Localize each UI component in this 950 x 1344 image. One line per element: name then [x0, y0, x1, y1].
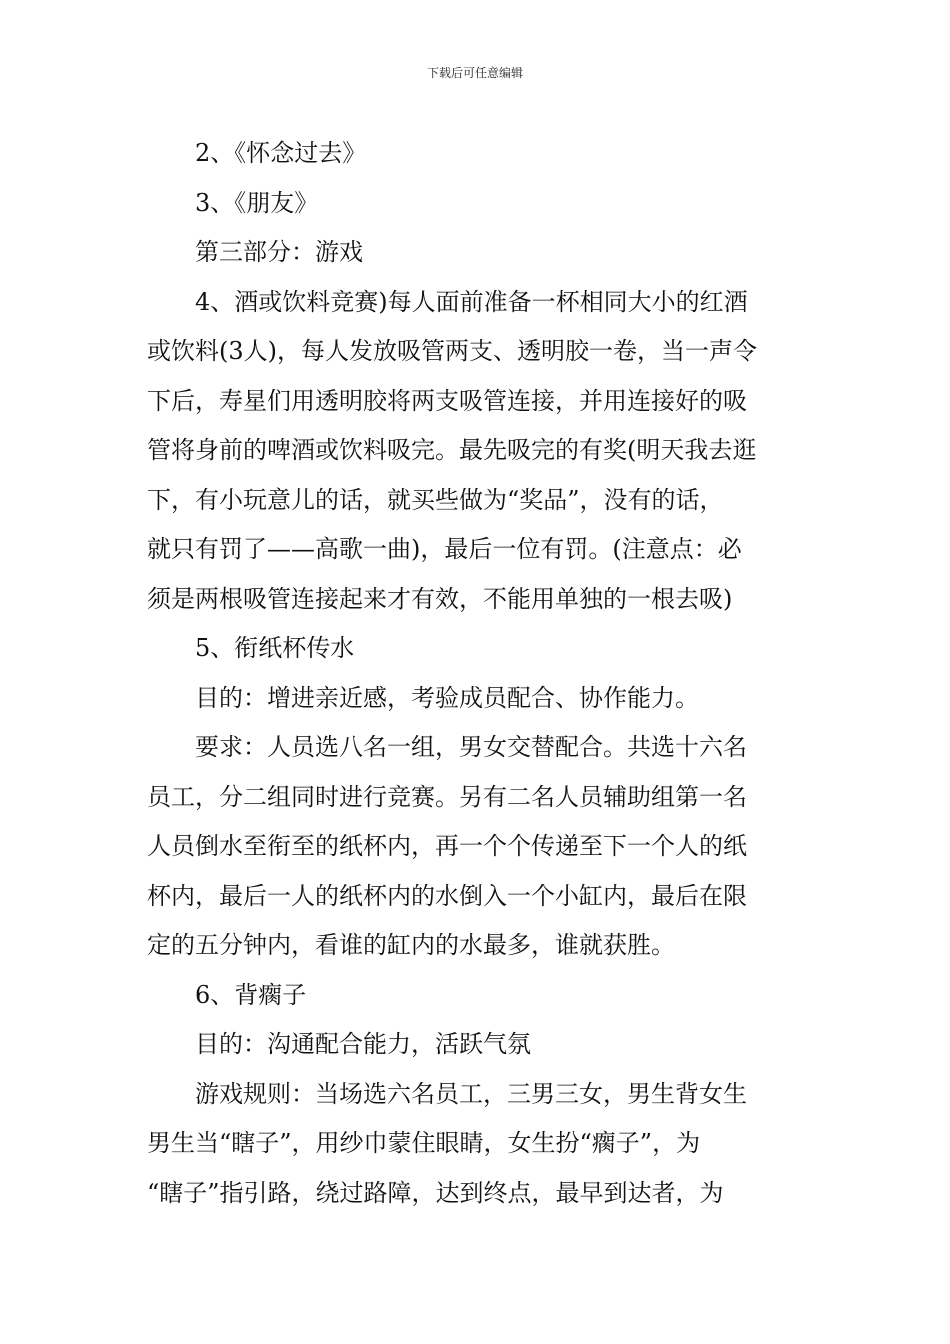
paragraph-line: 下后，寿星们用透明胶将两支吸管连接，并用连接好的吸	[147, 386, 747, 415]
paragraph-line: 就只有罚了——高歌一曲)，最后一位有罚。(注意点：必	[147, 535, 742, 563]
paragraph-line: 男生当“瞎子”，用纱巾蒙住眼睛，女生扮“瘸子”，为	[147, 1129, 701, 1157]
paragraph-line: 或饮料(3人)，每人发放吸管两支、透明胶一卷，当一声令	[147, 337, 757, 365]
paragraph-line: 定的五分钟内，看谁的缸内的水最多，谁就获胜。	[147, 931, 675, 959]
paragraph-line: 人员倒水至衔至的纸杯内，再一个个传递至下一个人的纸	[147, 832, 747, 860]
paragraph-line: 4、酒或饮料竞赛)每人面前准备一杯相同大小的红酒	[195, 287, 748, 316]
paragraph-line: 游戏规则：当场选六名员工，三男三女，男生背女生	[195, 1079, 747, 1108]
list-item-song-2: 2、《怀念过去》	[195, 139, 367, 167]
list-item-song-3: 3、《朋友》	[195, 188, 319, 217]
paragraph-line: 管将身前的啤酒或饮料吸完。最先吸完的有奖(明天我去逛	[147, 436, 757, 464]
paragraph-line: 目的：沟通配合能力，活跃气氛	[195, 1030, 531, 1058]
paragraph-line: 杯内，最后一人的纸杯内的水倒入一个小缸内，最后在限	[147, 881, 747, 910]
page-header: 下载后可任意编辑	[426, 66, 523, 80]
game-heading-piggyback: 6、背瘸子	[195, 980, 307, 1009]
document-body	[147, 129, 807, 1218]
section-heading-games: 第三部分：游戏	[195, 238, 363, 266]
paragraph-line: 员工，分二组同时进行竞赛。另有二名人员辅助组第一名	[147, 782, 747, 811]
paragraph-line: 下，有小玩意儿的话，就买些做为“奖品”，没有的话，	[147, 485, 724, 514]
paragraph-line: 要求：人员选八名一组，男女交替配合。共选十六名	[195, 733, 747, 761]
paragraph-line: “瞎子”指引路，绕过路障，达到终点，最早到达者，为	[147, 1178, 724, 1207]
game-heading-pass-water: 5、衔纸杯传水	[195, 634, 355, 662]
paragraph-line: 须是两根吸管连接起来才有效，不能用单独的一根去吸)	[147, 584, 733, 613]
paragraph-line: 目的：增进亲近感，考验成员配合、协作能力。	[195, 683, 699, 712]
